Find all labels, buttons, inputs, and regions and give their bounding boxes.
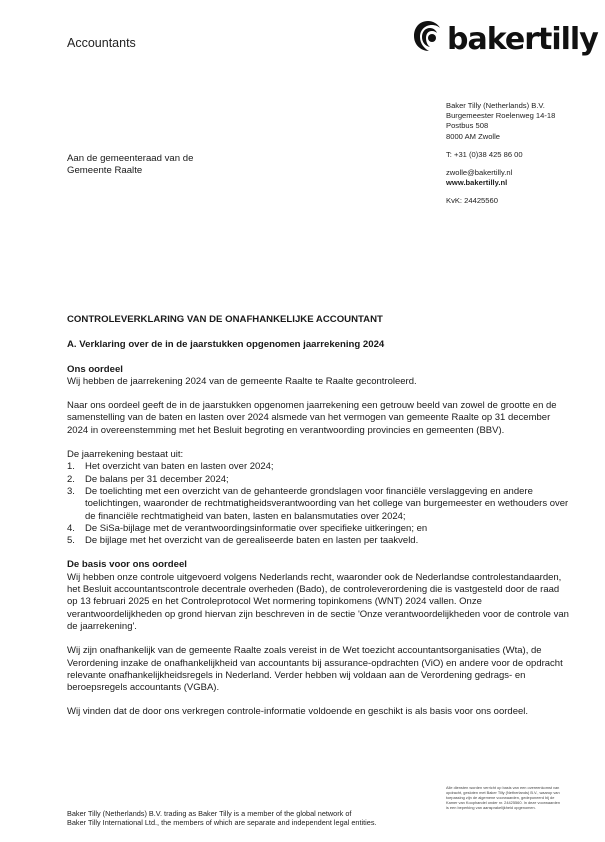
list-item-number: 4. (67, 522, 75, 534)
list-item-text: De SiSa-bijlage met de verantwoordingsinformatie over specifieke uitkeringen; en (85, 522, 428, 534)
ons-oordeel-p1: Wij hebben de jaarrekening 2024 van de gemeente Raalte te Raalte gecontroleerd. (67, 375, 417, 387)
ons-oordeel-heading: Ons oordeel (67, 363, 123, 375)
footer-line-1: Baker Tilly (Netherlands) B.V. trading as Baker Tilly is a member of the global network of (67, 809, 352, 818)
recipient-line-2: Gemeente Raalte (67, 165, 143, 176)
list-intro: De jaarrekening bestaat uit: (67, 449, 184, 461)
footer-line-2: Baker Tilly International Ltd., the members of which are separate and independent legal entities. (67, 818, 377, 828)
list-item-text: De toelichting met een overzicht van de gehanteerde grondslagen voor financiële verslaggeving en andere toelichtingen, waaronder de rechtmatigheidsverantwoording van het college van burgemeester en wethouders over de financiële rechtmatigheid van baten, lasten en balansmutaties over 2024; (85, 485, 569, 522)
recipient-line-1: Aan de gemeenteraad van de (67, 153, 194, 164)
list-item-number: 5. (67, 535, 75, 547)
logo-wordmark: bakertilly (447, 22, 598, 57)
document-title: CONTROLEVERKLARING VAN DE ONAFHANKELIJKE ACCOUNTANT (67, 314, 383, 325)
recipient-block (67, 153, 193, 177)
company-name: Baker Tilly (Netherlands) B.V. (446, 101, 545, 110)
bakertilly-logo (412, 18, 598, 62)
list-item-text: De bijlage met het overzicht van de gerealiseerde baten en lasten per taakveld. (85, 535, 419, 547)
list-item-text: Het overzicht van baten en lasten over 2024; (85, 461, 274, 473)
kvk-number: KvK: 24425560 (446, 196, 498, 206)
list-item (67, 474, 572, 486)
bakertilly-swirl-icon (412, 19, 444, 53)
list-item (67, 523, 572, 535)
jaarrekening-components-list (67, 461, 572, 547)
list-item-text: De balans per 31 december 2024; (85, 473, 229, 485)
list-item-number: 3. (67, 485, 75, 497)
list-item-number: 2. (67, 473, 75, 485)
list-item (67, 461, 572, 473)
list-item (67, 535, 572, 547)
website-link[interactable]: www.bakertilly.nl (446, 178, 508, 188)
list-item (67, 486, 572, 523)
po-box: Postbus 508 (446, 121, 489, 131)
page-footer (67, 809, 377, 828)
sender-address-block (446, 101, 555, 207)
ons-oordeel-p2: Naar ons oordeel geeft de in de jaarstukken opgenomen jaarrekening een getrouw beeld van zowel de grootte en de samenstelling van de baten en lasten over 2024 alsmede van het vermogen van gemeente Raalte op 31 december 2024 in overeenstemming met het Besluit begroting en verantwoording provincies en gemeenten (BBV). (67, 400, 557, 436)
legal-notice: Alle diensten worden verricht op basis van een overeenkomst van opdracht, gesloten met Baker Tilly (Netherlands) B.V., waarop van toepassing zijn de algemene voorwaarden, gedeponeerd bij de Kamer van Koophandel onder nr. 24425560. In deze voorwaarden is een beperking van aansprakelijkheid opgenomen. (446, 785, 560, 811)
phone-number: T: +31 (0)38 425 86 00 (446, 149, 523, 159)
email-link[interactable]: zwolle@bakertilly.nl (446, 168, 513, 178)
department-label: Accountants (67, 36, 136, 50)
postal-city: 8000 AM Zwolle (446, 131, 501, 141)
street-address: Burgemeester Roelenweg 14-18 (446, 111, 556, 121)
basis-p1: Wij hebben onze controle uitgevoerd volgens Nederlands recht, waaronder ook de Nederlandse controlestandaarden, het Besluit accountantscontrole decentrale overheden (Bado), de controleverordening die is vastgesteld door de raad op 13 februari 2025 en het Controleprotocol Wet normering topinkomens (WNT) 2024 vallen. Onze verantwoordelijkheden op grond hiervan zijn beschreven in de sectie 'Onze verantwoordelijkheden voor de controle van de jaarrekening'. (67, 571, 569, 632)
basis-p2: Wij zijn onafhankelijk van de gemeente Raalte zoals vereist in de Wet toezicht accountantsorganisaties (Wta), de Verordening inzake de onafhankelijkheid van accountants bij assurance-opdrachten (ViO) en andere voor de opdracht relevante onafhankelijkheidsregels in Nederland. Verder hebben wij voldaan aan de Verordening gedrags- en beroepsregels accountants (VGBA). (67, 645, 563, 694)
basis-p3: Wij vinden dat de door ons verkregen controle-informatie voldoende en geschikt is als basis voor ons oordeel. (67, 706, 529, 718)
document-body (67, 314, 572, 731)
section-a-heading: A. Verklaring over de in de jaarstukken opgenomen jaarrekening 2024 (67, 339, 385, 351)
basis-heading: De basis voor ons oordeel (67, 559, 187, 571)
list-item-number: 1. (67, 461, 75, 473)
